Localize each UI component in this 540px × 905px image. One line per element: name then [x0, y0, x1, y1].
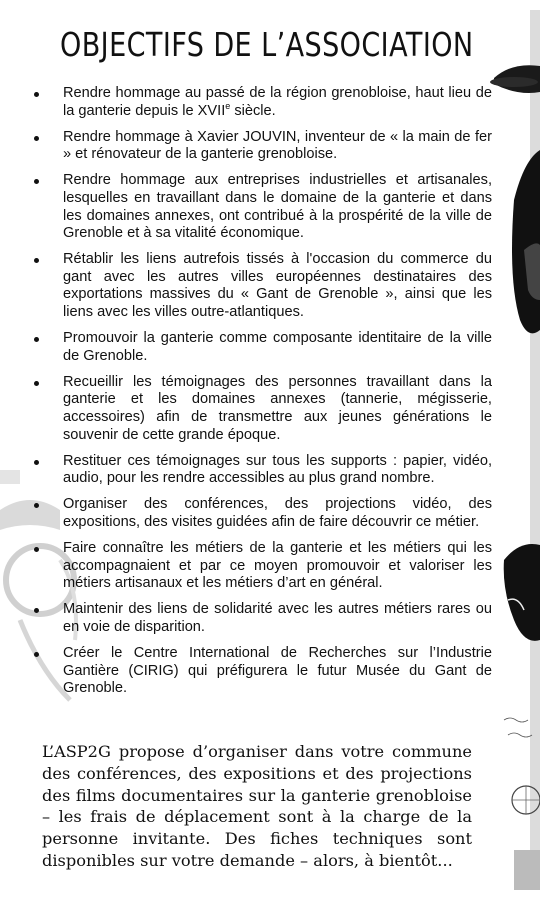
bullet-icon: [34, 92, 39, 97]
page-title: OBJECTIFS DE L’ASSOCIATION: [60, 25, 474, 64]
vintage-illustration-right: [484, 0, 540, 905]
list-item: [30, 453, 492, 488]
bullet-icon: [34, 608, 39, 613]
list-item: [30, 601, 492, 636]
objective-text-end: siècle.: [230, 102, 276, 119]
list-item: [30, 496, 492, 531]
list-item: [30, 540, 492, 593]
superscript: e: [225, 100, 231, 111]
objective-text: Rétablir les liens autrefois tissés à l'occasion du commerce du gant avec les autres villes européennes destinataires des exportations massives du « Gant de Grenoble », ainsi que les liens avec les villes outre-atlantiques.: [63, 251, 492, 321]
bullet-icon: [34, 652, 39, 657]
list-item: [30, 85, 492, 120]
objective-text: Faire connaître les métiers de la ganterie et les métiers qui les accompagnaient et par ce moyen promouvoir et valoriser les métiers artisanaux et les métiers d’art en général.: [63, 540, 492, 592]
list-item: [30, 645, 492, 698]
objective-text: Promouvoir la ganterie comme composante identitaire de la ville de Grenoble.: [63, 330, 492, 364]
bullet-icon: [34, 503, 39, 508]
closing-paragraph: L’ASP2G propose d’organiser dans votre commune des conférences, des expositions et des projections des films documentaires sur la ganterie grenobloise – les frais de déplacement sont à la charge de la personne invitante. Des fiches techniques sont disponibles sur votre demande – alors, à bientôt...: [42, 742, 472, 870]
objective-text: Recueillir les témoignages des personnes travaillant dans la ganterie et les domaines annexes (tannerie, mégisserie, accessoires) afin de transmettre aux jeunes générations le souvenir de cette grande époque.: [63, 373, 492, 443]
objective-text: Restituer ces témoignages sur tous les supports : papier, vidéo, audio, pour les rendre accessibles au plus grand nombre.: [63, 452, 492, 487]
list-item: [30, 172, 492, 242]
list-item: [30, 374, 492, 444]
objective-text: Rendre hommage au passé de la région grenobloise, haut lieu de la ganterie depuis le XVII: [63, 85, 492, 119]
bullet-icon: [34, 258, 39, 263]
objective-text: Créer le Centre International de Recherches sur l’Industrie Gantière (CIRIG) qui préfigurera le futur Musée du Gant de Grenoble.: [63, 645, 492, 697]
objective-text: Rendre hommage à Xavier JOUVIN, inventeur de « la main de fer » et rénovateur de la ganterie grenobloise.: [63, 128, 492, 163]
bullet-icon: [34, 381, 39, 386]
bullet-icon: [34, 136, 39, 141]
objective-text: Organiser des conférences, des projections vidéo, des expositions, des visites guidées afin de faire découvrir ce métier.: [63, 496, 492, 530]
bullet-icon: [34, 179, 39, 184]
list-item: [30, 129, 492, 164]
objective-text: Rendre hommage aux entreprises industrielles et artisanales, lesquelles en travaillant dans le domaine de la ganterie et dans les domaines annexes, ont contribué à la prospérité de la ville de Grenoble et à sa vitalité économique.: [63, 172, 492, 242]
bullet-icon: [34, 547, 39, 552]
objective-text: Maintenir des liens de solidarité avec les autres métiers rares ou en voie de disparition.: [63, 601, 492, 635]
bullet-icon: [34, 337, 39, 342]
list-item: [30, 251, 492, 321]
list-item: [30, 330, 492, 365]
objectives-list: [30, 85, 492, 706]
bullet-icon: [34, 460, 39, 465]
